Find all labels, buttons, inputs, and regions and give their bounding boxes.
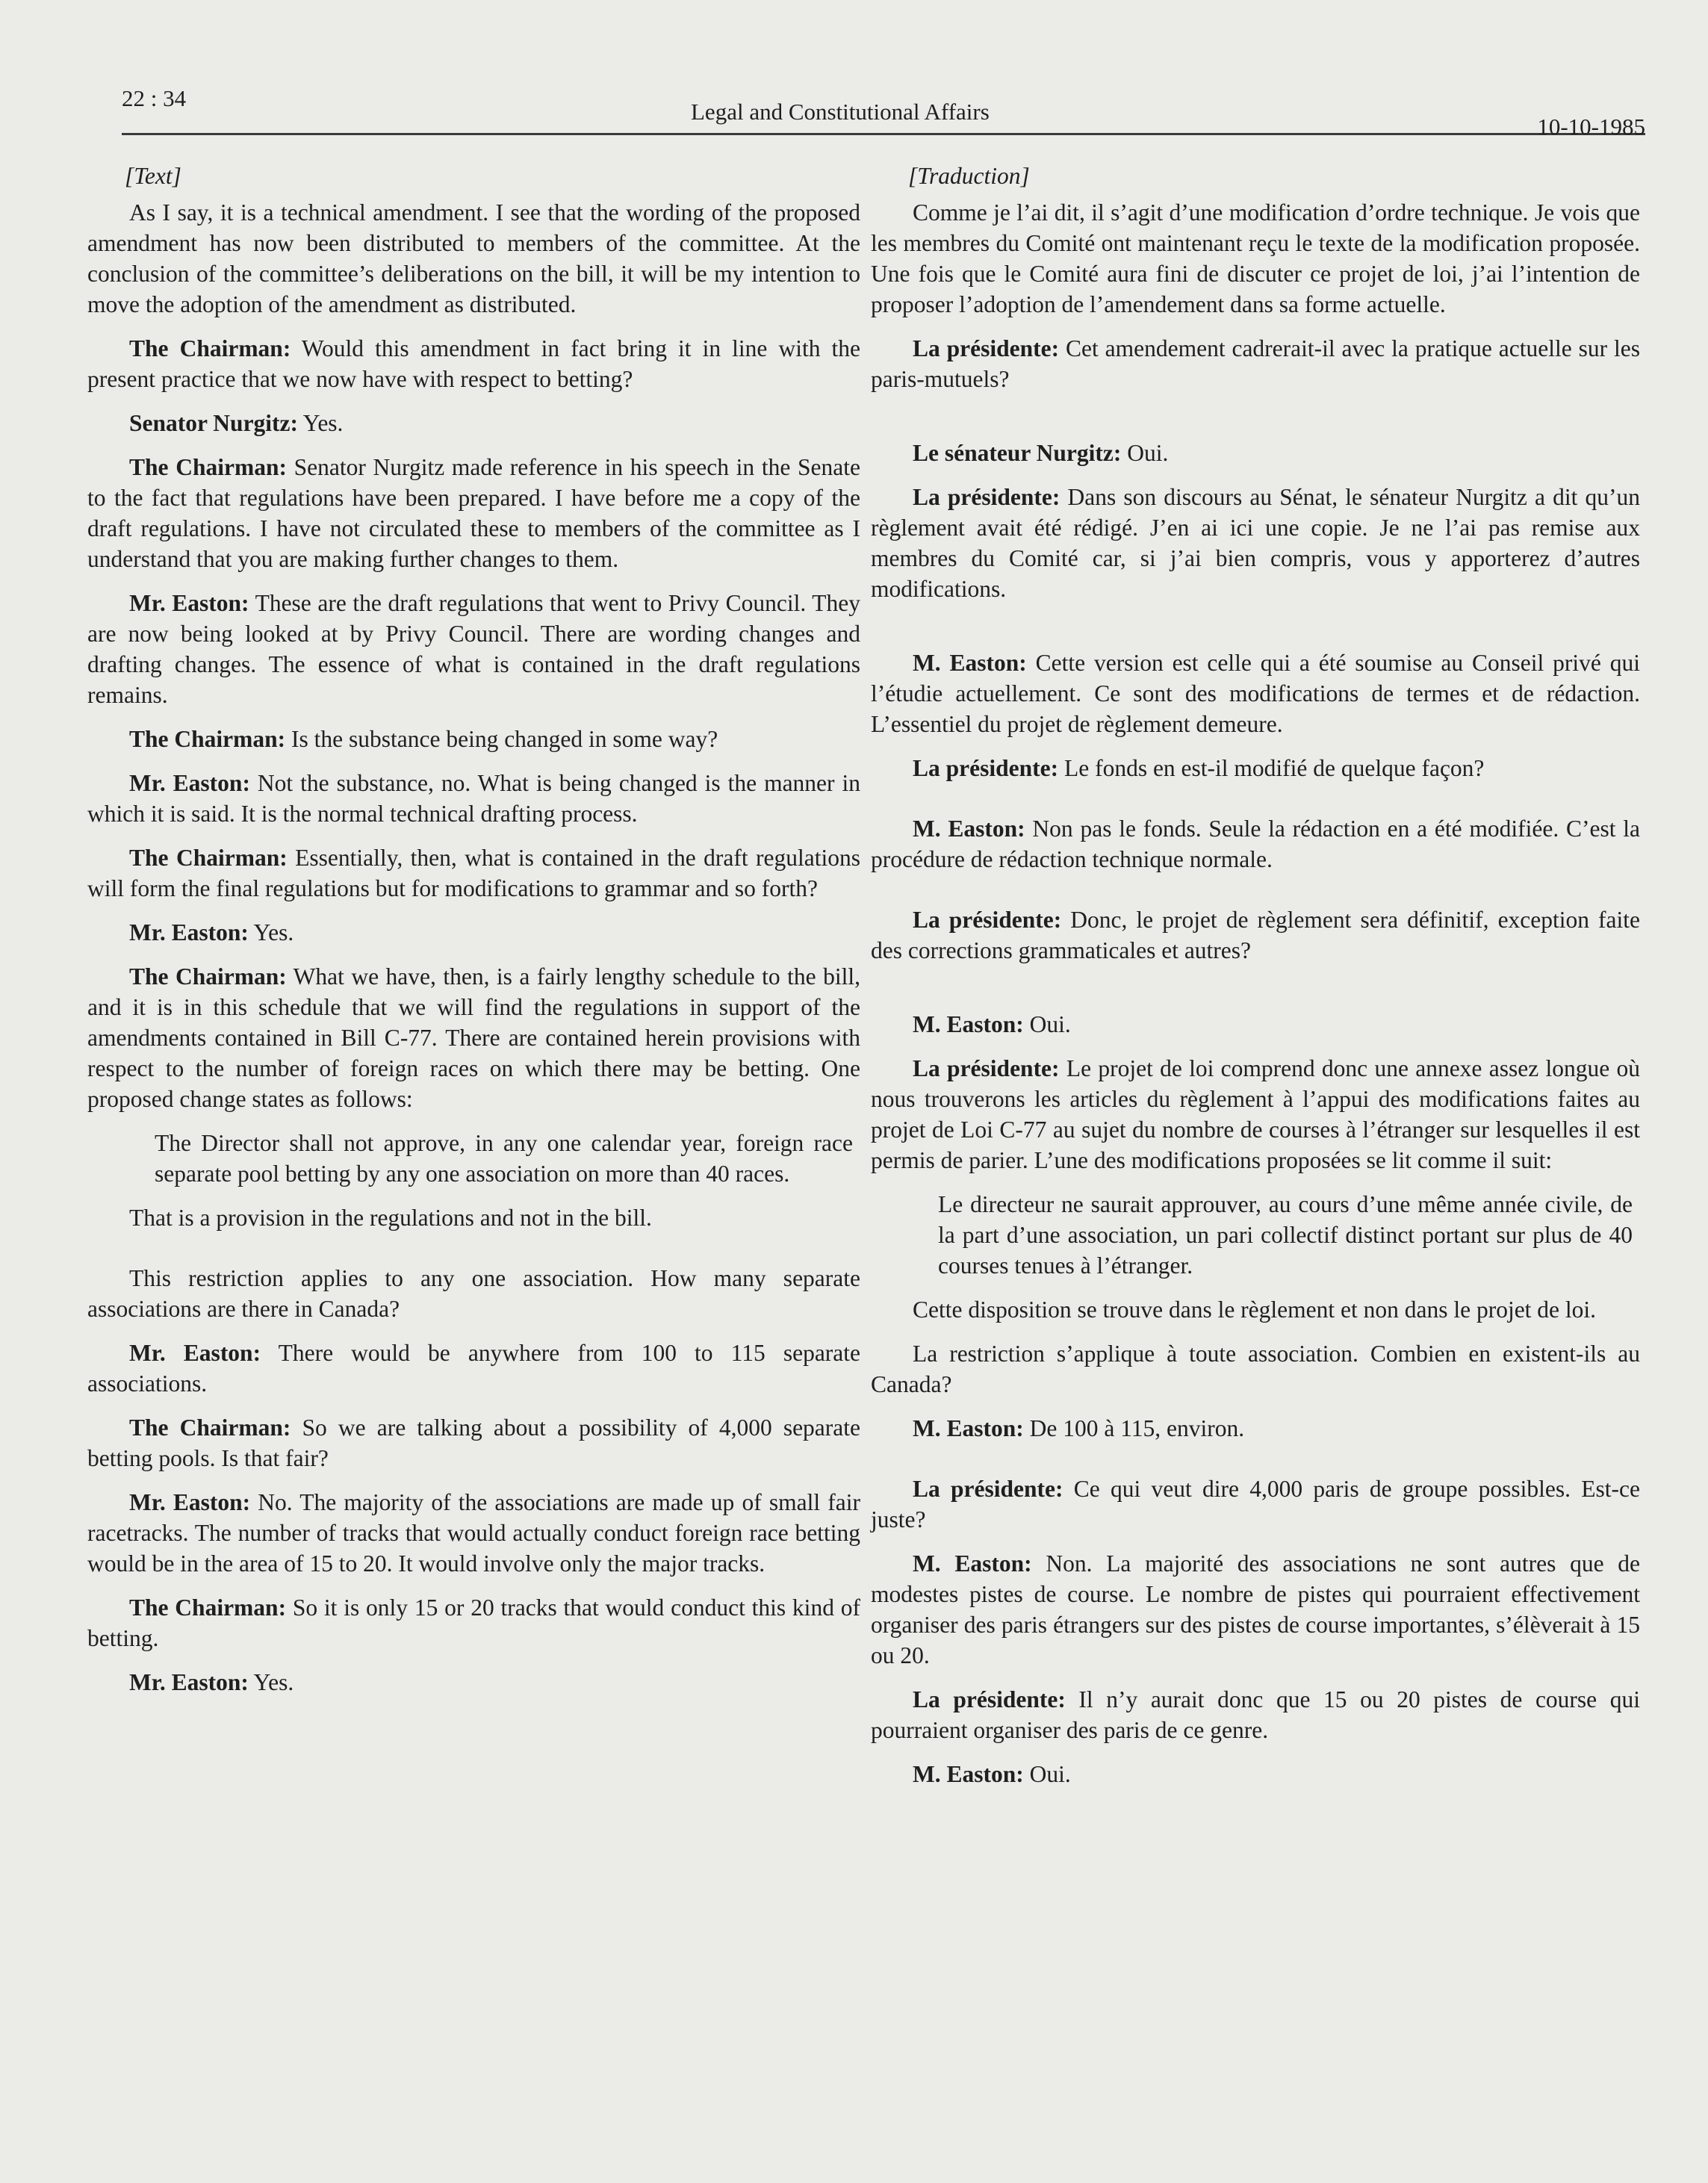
header-date: 10-10-1985 [1537,114,1645,140]
paragraph [87,588,860,710]
paragraph [871,333,1640,394]
speech-text: Oui. [1023,1011,1071,1037]
speaker-label: M. Easton: [913,1011,1024,1037]
speaker-label: La présidente: [913,1476,1063,1502]
speech-text: Oui. [1023,1761,1071,1787]
paragraph [871,1684,1640,1745]
speaker-label: The Chairman: [129,726,286,752]
speech-text: There would be anywhere from 100 to 115 separate associations. [87,1340,861,1397]
speaker-label: La présidente: [913,755,1059,781]
translation-tag: [Traduction] [908,163,1030,189]
paragraph [87,452,860,574]
speaker-label: The Chairman: [129,335,291,361]
paragraph: That is a provision in the regulations and not in the bill. [129,1205,652,1231]
block-quote: The Director shall not approve, in any one calendar year, foreign race separate pool betting by any one association on more than 40 races. [155,1130,853,1187]
speech-text: Cette version est celle qui a été soumise au Conseil privé qui l’étudie actuellement. Ce sont des modifications de termes et de rédaction. L’essentiel du projet de règlement demeure. [871,650,1640,737]
running-title: Legal and Constitutional Affairs [691,99,990,125]
speaker-label: Mr. Easton: [129,770,250,796]
paragraph: La restriction s’applique à toute association. Combien en existent-ils au Canada? [871,1341,1640,1397]
speech-text: Yes. [298,410,344,436]
paragraph [87,1487,860,1579]
running-header [122,81,1645,140]
speech-text: Cet amendement cadrerait-il avec la pratique actuelle sur les paris-mutuels? [871,335,1640,392]
speaker-label: La présidente: [913,335,1060,361]
speaker-label: The Chairman: [129,963,287,990]
speech-text: Senator Nurgitz made reference in his speech in the Senate to the fact that regulations have been prepared. I have before me a copy of the draft regulations. I have not circulated these to members of the committee as I understand that you are making further changes to them. [87,454,860,572]
speaker-label: La présidente: [913,1686,1066,1712]
speech-text: Not the substance, no. What is being changed is the manner in which it is said. It is the normal technical drafting process. [87,770,860,827]
speaker-label: The Chairman: [129,845,288,871]
paragraph [87,842,860,904]
paragraph [87,333,860,394]
paragraph [87,1667,860,1698]
speaker-label: M. Easton: [913,816,1025,842]
speaker-label: M. Easton: [913,650,1027,676]
speech-text: No. The majority of the associations are made up of small fair racetracks. The number of tracks that would actually conduct foreign race betting would be in the area of 15 to 20. It would involve only the major tracks. [87,1489,860,1577]
speech-text: So we are talking about a possibility of 4,000 separate betting pools. Is that fair? [87,1415,860,1471]
speech-text: What we have, then, is a fairly lengthy schedule to the bill, and it is in this schedule that we will find the regulations in support of the amendments contained in Bill C-77. There are contained herein provisions with respect to the number of foreign races on which there may be betting. One proposed change states as follows: [87,963,860,1112]
block-quote: Le directeur ne saurait approuver, au cours d’une même année civile, de la part d’une association, un pari collectif distinct portant sur plus de 40 courses tenues à l’étranger. [938,1191,1633,1279]
paragraph [87,1592,860,1653]
speaker-label: M. Easton: [913,1415,1024,1441]
speech-text: Non. La majorité des associations ne sont autres que de modestes pistes de course. Le nombre de pistes qui pourraient effectivement organiser des paris étrangers sur des pistes de course importantes, s’élèverait à 15 ou 20. [871,1550,1641,1668]
speaker-label: Mr. Easton: [129,1489,251,1515]
speaker-label: M. Easton: [913,1761,1024,1787]
paragraph [871,1413,1640,1444]
speaker-label: The Chairman: [129,1415,291,1441]
speaker-label: Mr. Easton: [129,1669,249,1695]
speech-text: Donc, le projet de règlement sera définitif, exception faite des corrections grammaticales et autres? [871,907,1640,963]
speaker-label: M. Easton: [913,1550,1032,1577]
paragraph [871,753,1640,783]
paragraph [871,1474,1640,1535]
french-column [871,161,1640,1803]
text-tag: [Text] [125,163,181,189]
speaker-label: The Chairman: [129,454,287,480]
paragraph [87,1412,860,1474]
speech-text: Le projet de loi comprend donc une annexe assez longue où nous trouverons les articles du règlement à l’appui des modifications faites au projet de Loi C-77 au sujet du nombre de courses à l’étranger sur lesquelles il est permis de parier. L’une des modifications proposées se lit comme il suit: [871,1055,1640,1173]
speaker-label: Mr. Easton: [129,919,249,945]
paragraph [871,813,1640,875]
paragraph [87,408,860,438]
speech-text: Essentially, then, what is contained in the draft regulations will form the final regulations but for modifications to grammar and so forth? [87,845,860,901]
speaker-label: La présidente: [913,907,1062,933]
page-number: 22 : 34 [122,85,187,111]
paragraph [87,768,860,829]
paragraph [871,904,1640,966]
speech-text: So it is only 15 or 20 tracks that would conduct this kind of betting. [87,1594,860,1651]
paragraph: Cette disposition se trouve dans le règlement et non dans le projet de loi. [913,1297,1597,1323]
paragraph [87,1338,860,1399]
speech-text: These are the draft regulations that went to Privy Council. They are now being looked at by Privy Council. There are wording changes and drafting changes. The essence of what is contained in the draft regulations remains. [87,590,861,708]
speaker-label: La présidente: [913,1055,1060,1081]
paragraph [87,917,860,948]
speech-text: De 100 à 115, environ. [1023,1415,1245,1441]
speech-text: Yes. [248,1669,294,1695]
paragraph [871,648,1640,739]
speech-text: Dans son discours au Sénat, le sénateur Nurgitz a dit qu’un règlement avait été rédigé. J’en ai ici une copie. Je ne l’ai pas remise aux membres du Comité car, si j’ai bien compris, vous y apporterez d’autres modifications. [871,484,1640,602]
paragraph: This restriction applies to any one association. How many separate associations are there in Canada? [87,1265,860,1322]
speaker-label: Mr. Easton: [129,590,249,616]
paragraph [871,1548,1640,1671]
paragraph [871,1009,1640,1040]
speaker-label: Mr. Easton: [129,1340,261,1366]
paragraph [871,1759,1640,1789]
paragraph: As I say, it is a technical amendment. I see that the wording of the proposed amendment has now been distributed to members of the committee. At the conclusion of the committee’s deliberations on the bill, it will be my intention to move the adoption of the amendment as distributed. [87,199,860,317]
speech-text: Ce qui veut dire 4,000 paris de groupe possibles. Est-ce juste? [871,1476,1640,1533]
paragraph [871,1053,1640,1176]
speech-text: Non pas le fonds. Seule la rédaction en a été modifiée. C’est la procédure de rédaction technique normale. [871,816,1640,872]
speaker-label: The Chairman: [129,1594,287,1621]
english-column [87,161,860,1711]
paragraph [87,724,860,754]
speech-text: Oui. [1121,440,1169,466]
speaker-label: La présidente: [913,484,1060,510]
paragraph: Comme je l’ai dit, il s’agit d’une modification d’ordre technique. Je vois que les membres du Comité ont maintenant reçu le texte de la modification proposée. Une fois que le Comité aura fini de discuter ce projet de loi, j’ai l’intention de proposer l’adoption de l’amendement dans sa forme actuelle. [871,199,1640,317]
paragraph [871,482,1640,604]
speech-text: Le fonds en est-il modifié de quelque façon? [1058,755,1485,781]
speaker-label: Senator Nurgitz: [129,410,299,436]
speech-text: Il n’y aurait donc que 15 ou 20 pistes de course qui pourraient organiser des paris de ce genre. [871,1686,1640,1743]
speech-text: Yes. [248,919,294,945]
speaker-label: Le sénateur Nurgitz: [913,440,1122,466]
paragraph [871,438,1640,468]
speech-text: Is the substance being changed in some way? [285,726,718,752]
paragraph [87,961,860,1114]
speech-text: Would this amendment in fact bring it in line with the present practice that we now have with respect to betting? [87,335,860,392]
